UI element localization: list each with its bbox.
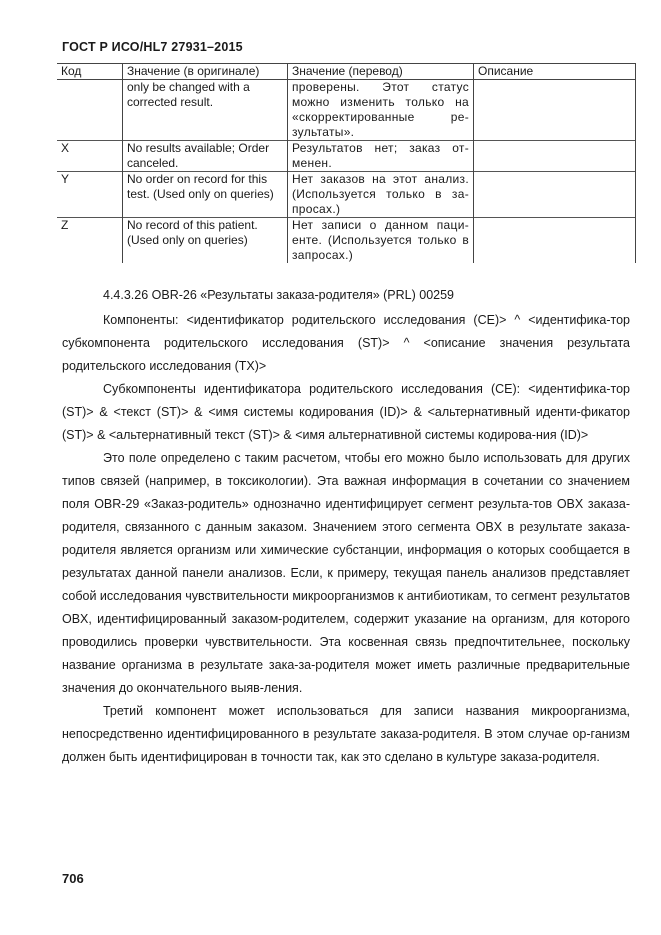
cell-code: Z bbox=[61, 218, 69, 232]
cell-code: Y bbox=[61, 172, 70, 186]
cell-description bbox=[474, 141, 636, 172]
cell-original: No record of this patient. (Used only on queries) bbox=[123, 218, 288, 264]
paragraph-third-component: Третий компонент может использоваться для записи названия микроорганизма, непосредственно идентифицированного в результате заказа-родителя. В этом случае ор-ганизм должен быть идентифицирован в точности так, как это сделано в культуре заказа-родителя. bbox=[62, 704, 630, 764]
column-header-translation: Значение (перевод) bbox=[288, 64, 474, 80]
table-row bbox=[57, 80, 636, 141]
cell-description bbox=[474, 218, 636, 264]
table-header-row bbox=[57, 64, 636, 80]
section-body bbox=[62, 309, 630, 769]
cell-original: No results available; Order canceled. bbox=[123, 141, 288, 172]
cell-description bbox=[474, 172, 636, 218]
column-header-code: Код bbox=[57, 64, 123, 80]
table-row bbox=[57, 218, 636, 264]
paragraph-purpose: Это поле определено с таким расчетом, чтобы его можно было использовать для других типов связей (например, в токсикологии). Эта важная информация в сочетании со значением поля OBR-29 «Заказ-родитель» однозначно идентифицирует сегмент результа-тов OBX заказа-родителя, связанного с данным заказом. Значением этого сегмента OBX в результате заказа-родителя является организм или химические субстанции, информация о которых сообщается в результатах данной панели анализов. Если, к примеру, текущая панель анализов представляет собой исследования чувствительности микроорганизмов к антибиотикам, то сегмент результатов OBX, идентифицированный заказом-родителем, содержит указание на организм, для которого проводились проверки чувствительности. Эта косвенная связь предпочтительнее, поскольку название организма в результате зака-за-родителя может иметь различные предварительные значения до окончательного выяв-ления. bbox=[62, 451, 630, 695]
column-header-original: Значение (в оригинале) bbox=[123, 64, 288, 80]
cell-translation: Нет записи о данном паци-енте. (Используется только в запросах.) bbox=[288, 218, 474, 264]
document-header: ГОСТ Р ИСО/HL7 27931–2015 bbox=[62, 40, 243, 54]
cell-original: only be changed with a corrected result. bbox=[123, 80, 288, 141]
paragraph-subcomponents: Субкомпоненты идентификатора родительского исследования (CE): <идентифика-тор (ST)> & <текст (ST)> & <имя системы кодирования (ID)> & <альтернативный иденти-фикатор (ST)> & <альтернативный текст (ST)> & <имя альтернативной системы кодирова-ния (ID)> bbox=[62, 382, 630, 442]
cell-original: No order on record for this test. (Used only on queries) bbox=[123, 172, 288, 218]
code-table bbox=[57, 63, 636, 263]
paragraph-components: Компоненты: <идентификатор родительского исследования (CE)> ^ <идентифика-тор субкомпонента родительского исследования (ST)> ^ <описание значения результата родительского исследования (TX)> bbox=[62, 313, 630, 373]
cell-translation: Результатов нет; заказ от-менен. bbox=[288, 141, 474, 172]
section-title: 4.4.3.26 OBR-26 «Результаты заказа-родителя» (PRL) 00259 bbox=[103, 288, 455, 302]
cell-code bbox=[57, 80, 123, 141]
column-header-description: Описание bbox=[474, 64, 636, 80]
table-row bbox=[57, 172, 636, 218]
cell-translation: Нет заказов на этот анализ. (Используется только в за-просах.) bbox=[288, 172, 474, 218]
page-number: 706 bbox=[62, 871, 84, 886]
table-row bbox=[57, 141, 636, 172]
cell-description bbox=[474, 80, 636, 141]
cell-code: X bbox=[61, 141, 70, 155]
cell-translation: проверены. Этот статус можно изменить только на «скорректированные ре-зультаты». bbox=[288, 80, 474, 141]
